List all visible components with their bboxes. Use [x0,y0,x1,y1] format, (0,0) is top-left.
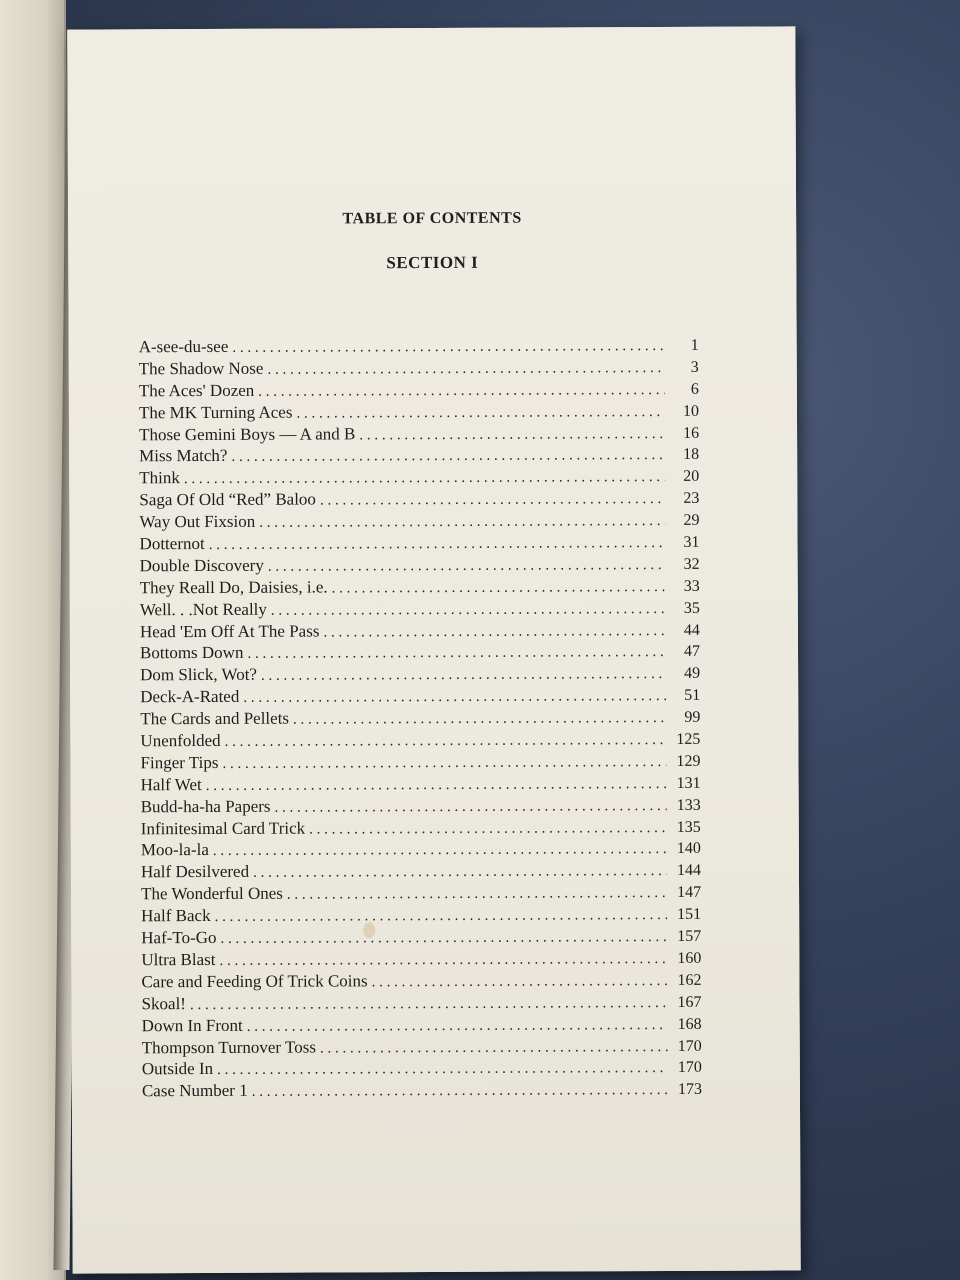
dot-leader [219,951,667,970]
dot-leader [267,360,664,379]
toc-entry [139,510,699,534]
toc-entry-page-number: 170 [677,1059,702,1077]
dot-leader [247,644,666,663]
toc-entry-page-number: 31 [683,533,700,551]
dot-leader [332,579,666,597]
toc-entry [140,576,700,600]
toc-entry [139,532,699,556]
toc-entry-title: Way Out Fixsion [139,511,256,532]
toc-entry-title: The MK Turning Aces [138,402,293,422]
toc-entry-title: Ultra Blast [141,949,216,970]
toc-entry [139,401,699,425]
toc-entry [140,751,700,775]
toc-entry [139,444,699,468]
toc-entry [141,948,701,972]
toc-entry-title: Think [139,468,180,488]
toc-entry-page-number: 3 [690,358,699,376]
toc-entry [139,488,699,512]
toc-entry-title: Budd-ha-ha Papers [140,796,271,816]
dot-leader [232,338,664,357]
toc-entry-page-number: 140 [676,840,701,858]
toc-entry-title: Saga Of Old “Red” Baloo [139,489,316,510]
toc-entry-title: Bottoms Down [139,643,244,663]
dot-leader [359,426,665,444]
toc-entry-page-number: 6 [690,380,699,398]
dot-leader [261,666,666,685]
toc-entry-title: The Cards and Pellets [140,708,290,729]
dot-leader [274,798,666,817]
toc-entry [141,860,701,884]
dot-leader [271,601,666,620]
toc-entry-page-number: 99 [684,708,701,727]
toc-entry-title: Half Wet [140,774,202,795]
toc-entry [140,641,700,665]
toc-entry-title: Deck-A-Rated [140,687,240,707]
toc-entry [141,773,701,797]
dot-leader [320,491,665,510]
toc-entry-title: Unenfolded [140,730,221,751]
toc-entry [139,335,699,359]
dot-leader [252,1082,668,1101]
toc-entry [141,795,701,819]
dot-leader [247,1017,668,1036]
dot-leader [243,688,666,707]
toc-entry-page-number: 10 [682,402,699,420]
toc-entry [139,379,699,403]
dot-leader [309,820,667,839]
toc-entry [141,926,701,950]
dot-leader [293,710,666,729]
toc-list [139,335,702,1104]
toc-entry-title: Head 'Em Off At The Pass [139,621,320,641]
toc-entry-title: Thompson Turnover Toss [141,1037,316,1057]
toc-entry-page-number: 129 [676,752,701,770]
toc-entry-page-number: 144 [676,862,702,880]
dot-leader [206,776,667,795]
toc-entry-page-number: 23 [683,490,700,508]
toc-entry-page-number: 20 [683,468,700,486]
dot-leader [217,1060,668,1079]
toc-entry-title: Well. . .Not Really [139,599,267,619]
toc-entry [141,838,701,862]
dot-leader [287,885,667,904]
dot-leader [268,557,666,576]
dot-leader [213,841,667,860]
toc-entry [140,729,700,753]
toc-entry [141,992,701,1016]
dot-leader [209,535,666,554]
toc-entry-page-number: 147 [677,884,702,902]
toc-entry-title: Miss Match? [139,446,228,466]
toc-entry [140,663,700,687]
dot-leader [222,754,666,773]
toc-heading: TABLE OF CONTENTS [342,209,522,228]
toc-entry-page-number: 135 [676,818,701,836]
dot-leader [215,907,668,926]
toc-entry-title: Those Gemini Boys — A and B [139,423,356,444]
toc-entry-title: Half Desilvered [140,862,250,882]
toc-entry-page-number: 125 [676,730,701,748]
toc-entry-page-number: 44 [683,621,700,639]
toc-entry-page-number: 167 [677,993,702,1011]
toc-entry-title: Outside In [141,1059,214,1079]
toc-entry [140,685,700,709]
toc-entry [140,554,700,578]
section-heading: SECTION I [386,252,479,273]
toc-entry [142,1057,702,1081]
dot-leader [320,1038,668,1057]
dot-leader [190,995,668,1014]
toc-entry-page-number: 157 [677,927,702,945]
toc-entry-page-number: 16 [683,424,700,442]
toc-entry [140,707,700,731]
dot-leader [184,469,665,488]
toc-entry-page-number: 49 [684,665,701,683]
toc-entry [141,882,701,906]
toc-entry-title: They Reall Do, Daisies, i.e. [139,577,328,598]
toc-entry [139,466,699,490]
dot-leader [323,623,666,641]
toc-entry-title: Down In Front [141,1015,243,1035]
toc-entry-page-number: 170 [677,1037,702,1055]
dot-leader [225,732,667,751]
toc-entry-page-number: 51 [684,687,701,705]
dot-leader [221,929,668,948]
toc-entry-page-number: 29 [683,511,700,530]
toc-entry-title: Dotternot [139,534,205,554]
toc-entry-title: Moo-la-la [140,840,209,860]
toc-entry-title: Skoal! [141,993,186,1013]
book-page [67,26,800,1273]
toc-entry [141,970,701,994]
toc-entry-title: The Aces' Dozen [138,380,255,401]
toc-entry-page-number: 35 [683,599,700,617]
toc-entry-title: Case Number 1 [141,1081,248,1101]
toc-entry-title: Haf-To-Go [141,927,217,948]
toc-entry-page-number: 18 [683,446,700,464]
dot-leader [258,382,665,401]
toc-entry-title: Infinitesimal Card Trick [140,818,306,838]
toc-entry-page-number: 32 [683,555,700,573]
toc-entry-page-number: 168 [677,1015,702,1033]
dot-leader [253,863,667,882]
toc-entry [142,1013,702,1037]
toc-entry-title: A-see-du-see [138,336,229,357]
dot-leader [372,973,668,991]
toc-entry-page-number: 1 [690,336,699,354]
toc-entry-page-number: 47 [683,643,701,661]
toc-entry-title: The Wonderful Ones [141,883,283,904]
toc-entry-page-number: 151 [677,905,702,924]
dot-leader [259,513,665,532]
toc-entry [141,816,701,840]
dot-leader [231,447,665,466]
toc-entry-page-number: 162 [677,971,702,989]
toc-entry-page-number: 160 [677,949,702,967]
toc-entry [140,619,700,643]
toc-entry [139,357,699,381]
dot-leader [296,404,665,423]
toc-entry-title: Finger Tips [140,752,219,773]
toc-entry-page-number: 33 [683,577,700,595]
toc-entry [139,422,699,446]
toc-entry-page-number: 173 [677,1081,702,1099]
toc-entry [142,1079,702,1103]
toc-entry [141,904,701,928]
toc-entry-page-number: 131 [676,774,701,792]
toc-entry-title: Double Discovery [139,555,264,576]
toc-entry [142,1035,702,1059]
toc-entry-page-number: 133 [676,796,701,814]
page-stain [363,922,375,938]
toc-entry [140,598,700,622]
toc-entry-title: Care and Feeding Of Trick Coins [141,971,368,992]
toc-entry-title: Dom Slick, Wot? [140,665,257,685]
toc-entry-title: Half Back [141,906,211,926]
toc-entry-title: The Shadow Nose [138,358,264,379]
